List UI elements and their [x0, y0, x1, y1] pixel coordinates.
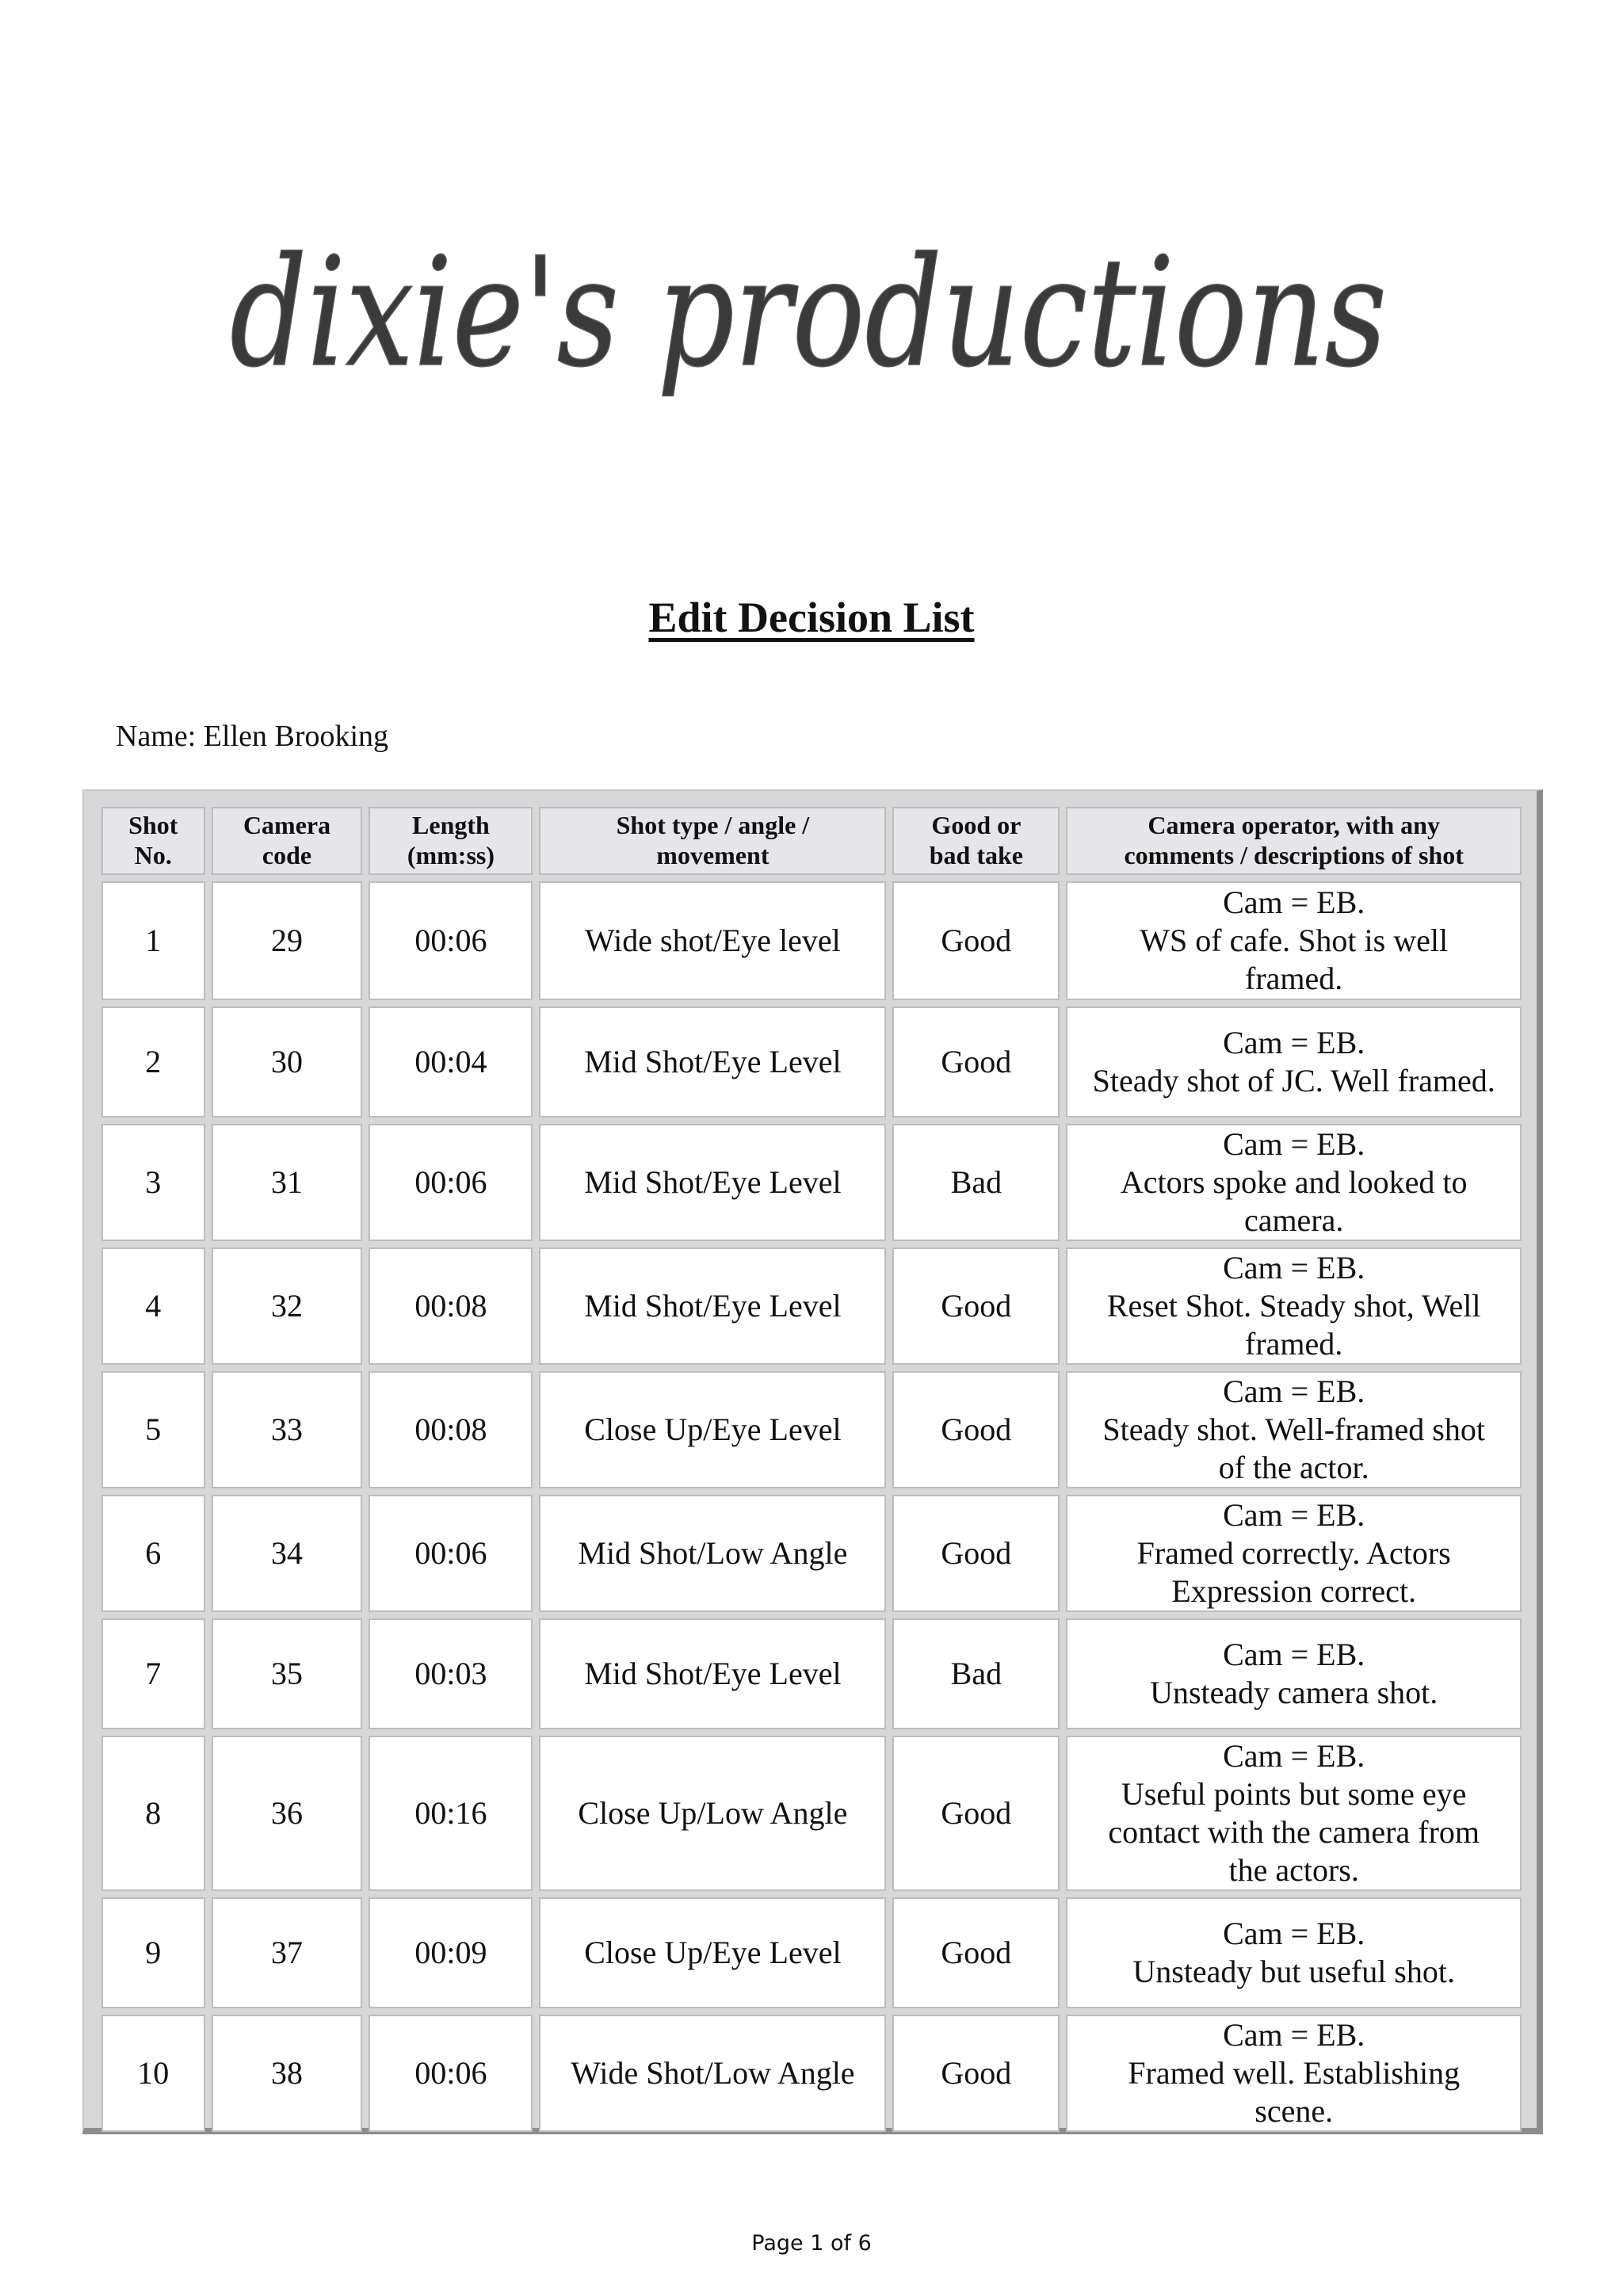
- cell-shot-no: 10: [101, 2015, 205, 2132]
- cell-length: 00:08: [369, 1371, 533, 1488]
- cell-camera-code: 31: [212, 1124, 363, 1241]
- comment-line: Cam = EB.: [1223, 1916, 1365, 1951]
- comment-line: of the actor.: [1218, 1450, 1369, 1485]
- header-line: Camera operator, with any: [1148, 811, 1440, 840]
- comment-line: Cam = EB.: [1223, 884, 1365, 920]
- cell-shot-no: 4: [101, 1247, 205, 1365]
- cell-camera-code: 35: [212, 1618, 363, 1729]
- cell-shot-no: 6: [101, 1495, 205, 1612]
- header-shot-no: [101, 807, 205, 875]
- cell-length: 00:06: [369, 1124, 533, 1241]
- comment-line: Useful points but some eye: [1121, 1776, 1467, 1812]
- header-line: (mm:ss): [407, 841, 495, 869]
- header-line: Length: [412, 811, 490, 840]
- table-row: [101, 2015, 1522, 2132]
- edit-decision-table: [95, 800, 1528, 2138]
- table-row: [101, 1124, 1522, 1241]
- comment-line: Cam = EB.: [1223, 1497, 1365, 1533]
- cell-shot-type: Mid Shot/Eye Level: [539, 1007, 886, 1117]
- table-row: [101, 1897, 1522, 2008]
- name-line: [116, 719, 388, 754]
- cell-shot-no: 8: [101, 1736, 205, 1891]
- cell-length: 00:04: [369, 1007, 533, 1117]
- cell-camera-code: 37: [212, 1897, 363, 2008]
- cell-shot-type: Wide shot/Eye level: [539, 881, 886, 1000]
- header-camera-code: [212, 807, 363, 875]
- header-line: No.: [134, 841, 172, 869]
- cell-take: Good: [892, 881, 1060, 1000]
- name-value: Ellen Brooking: [203, 720, 389, 753]
- comment-line: framed.: [1245, 1326, 1343, 1362]
- cell-comments: [1066, 1736, 1522, 1891]
- comment-line: Actors spoke and looked to: [1120, 1164, 1468, 1200]
- cell-shot-type: Close Up/Eye Level: [539, 1897, 886, 2008]
- comment-line: Reset Shot. Steady shot, Well: [1106, 1288, 1481, 1324]
- comment-line: Steady shot of JC. Well framed.: [1092, 1063, 1495, 1098]
- cell-comments: [1066, 881, 1522, 1000]
- cell-shot-no: 9: [101, 1897, 205, 2008]
- cell-take: Good: [892, 1495, 1060, 1612]
- comment-line: Cam = EB.: [1223, 1025, 1365, 1060]
- cell-camera-code: 32: [212, 1247, 363, 1365]
- cell-shot-no: 5: [101, 1371, 205, 1488]
- cell-take: Good: [892, 1371, 1060, 1488]
- cell-shot-type: Mid Shot/Eye Level: [539, 1124, 886, 1241]
- cell-length: 00:06: [369, 2015, 533, 2132]
- cell-length: 00:16: [369, 1736, 533, 1891]
- comment-line: Cam = EB.: [1223, 1126, 1365, 1162]
- cell-take: Good: [892, 1007, 1060, 1117]
- comment-line: Cam = EB.: [1223, 1637, 1365, 1672]
- header-length: [369, 807, 533, 875]
- table-row: [101, 881, 1522, 1000]
- header-line: Camera: [242, 811, 331, 840]
- comment-line: contact with the camera from: [1108, 1814, 1480, 1850]
- comment-line: Framed correctly. Actors: [1136, 1535, 1451, 1571]
- cell-comments: [1066, 1124, 1522, 1241]
- cell-shot-no: 7: [101, 1618, 205, 1729]
- table-row: [101, 1371, 1522, 1488]
- name-label: Name:: [116, 720, 197, 753]
- table-row: [101, 1247, 1522, 1365]
- cell-take: Bad: [892, 1618, 1060, 1729]
- cell-shot-no: 3: [101, 1124, 205, 1241]
- cell-comments: [1066, 1371, 1522, 1488]
- comment-line: Cam = EB.: [1223, 1250, 1365, 1286]
- page-title: Edit Decision List: [648, 594, 975, 641]
- table-header-row: [101, 807, 1522, 875]
- cell-comments: [1066, 1897, 1522, 2008]
- comment-line: Unsteady but useful shot.: [1132, 1954, 1455, 1989]
- cell-shot-type: Mid Shot/Eye Level: [539, 1247, 886, 1365]
- cell-length: 00:06: [369, 881, 533, 1000]
- cell-comments: [1066, 1007, 1522, 1117]
- cell-shot-type: Close Up/Eye Level: [539, 1371, 886, 1488]
- cell-length: 00:08: [369, 1247, 533, 1365]
- company-logo: [222, 214, 1395, 452]
- comment-line: WS of cafe. Shot is well: [1140, 923, 1449, 958]
- table-row: [101, 1618, 1522, 1729]
- cell-camera-code: 33: [212, 1371, 363, 1488]
- cell-shot-type: Mid Shot/Low Angle: [539, 1495, 886, 1612]
- table-row: [101, 1007, 1522, 1117]
- cell-take: Good: [892, 2015, 1060, 2132]
- page-footer: Page 1 of 6: [751, 2231, 872, 2256]
- comment-line: camera.: [1243, 1202, 1344, 1238]
- cell-length: 00:09: [369, 1897, 533, 2008]
- cell-comments: [1066, 2015, 1522, 2132]
- cell-shot-type: Wide Shot/Low Angle: [539, 2015, 886, 2132]
- comment-line: the actors.: [1228, 1852, 1359, 1888]
- comment-line: scene.: [1254, 2093, 1334, 2129]
- cell-comments: [1066, 1495, 1522, 1612]
- cell-take: Good: [892, 1247, 1060, 1365]
- cell-camera-code: 36: [212, 1736, 363, 1891]
- cell-take: Bad: [892, 1124, 1060, 1241]
- header-line: Good or: [931, 811, 1022, 840]
- cell-length: 00:03: [369, 1618, 533, 1729]
- header-take: [892, 807, 1060, 875]
- comment-line: Cam = EB.: [1223, 1373, 1365, 1409]
- header-line: bad take: [929, 841, 1023, 869]
- cell-comments: [1066, 1618, 1522, 1729]
- comment-line: Steady shot. Well-framed shot: [1102, 1412, 1485, 1447]
- table-row: [101, 1495, 1522, 1612]
- cell-camera-code: 34: [212, 1495, 363, 1612]
- comment-line: Unsteady camera shot.: [1150, 1675, 1438, 1710]
- header-line: movement: [656, 841, 769, 869]
- cell-camera-code: 29: [212, 881, 363, 1000]
- edit-decision-table-frame: [82, 789, 1543, 2134]
- cell-length: 00:06: [369, 1495, 533, 1612]
- comment-line: Expression correct.: [1171, 1573, 1417, 1609]
- header-comments: [1066, 807, 1522, 875]
- cell-comments: [1066, 1247, 1522, 1365]
- comment-line: Cam = EB.: [1223, 2017, 1365, 2053]
- header-line: code: [262, 841, 312, 869]
- cell-shot-no: 2: [101, 1007, 205, 1117]
- header-line: comments / descriptions of shot: [1124, 841, 1464, 869]
- cell-shot-type: Close Up/Low Angle: [539, 1736, 886, 1891]
- comment-line: Framed well. Establishing: [1128, 2055, 1461, 2091]
- header-line: Shot: [128, 811, 178, 840]
- cell-camera-code: 38: [212, 2015, 363, 2132]
- cell-camera-code: 30: [212, 1007, 363, 1117]
- table-row: [101, 1736, 1522, 1891]
- comment-line: Cam = EB.: [1223, 1738, 1365, 1774]
- logo-text: dixie's productions: [230, 225, 1387, 400]
- cell-shot-no: 1: [101, 881, 205, 1000]
- header-line: Shot type / angle /: [616, 811, 810, 840]
- cell-take: Good: [892, 1736, 1060, 1891]
- header-shot-type: [539, 807, 886, 875]
- cell-take: Good: [892, 1897, 1060, 2008]
- cell-shot-type: Mid Shot/Eye Level: [539, 1618, 886, 1729]
- comment-line: framed.: [1245, 961, 1343, 996]
